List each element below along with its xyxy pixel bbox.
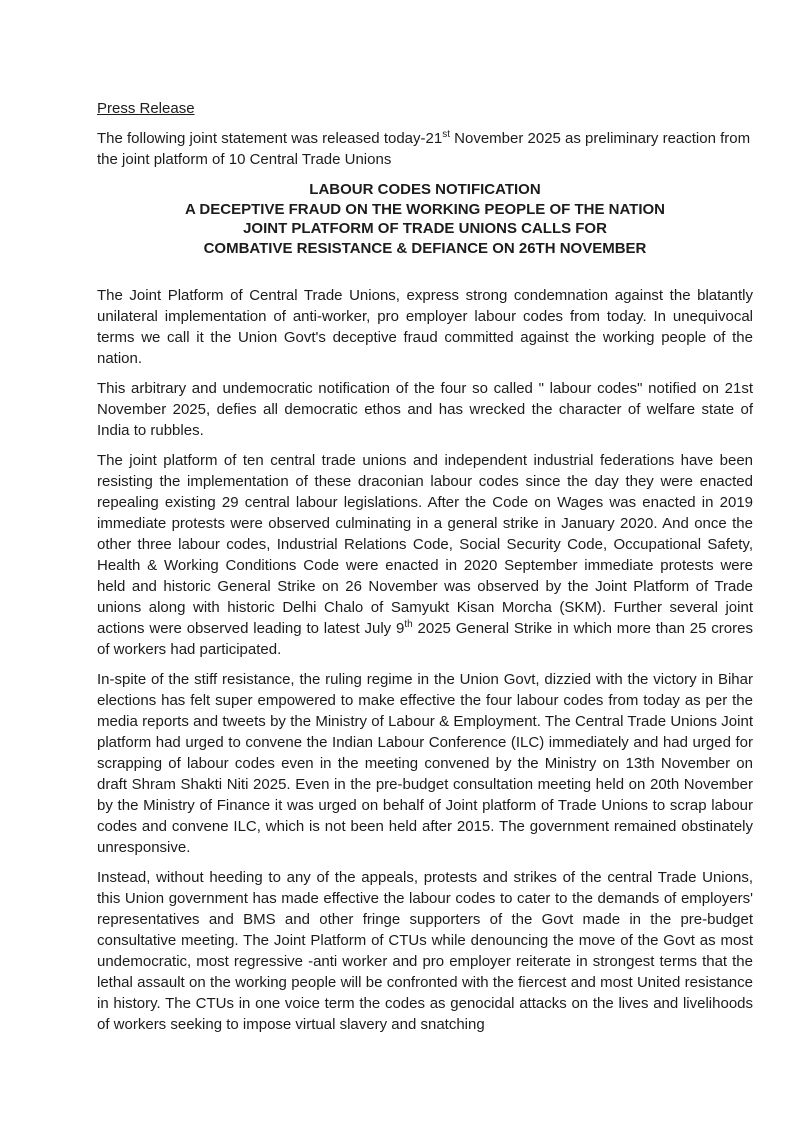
document-content — [97, 98, 753, 1044]
intro-paragraph: The following joint statement was released today-21st November 2025 as preliminary reaction from the joint platform of 10 Central Trade Unions — [97, 129, 751, 168]
paragraph-5: Instead, without heeding to any of the appeals, protests and strikes of the central Trade Unions, this Union government has made effective the labour codes to cater to the demands of employers' representatives and BMS and other fringe supporters of the Govt made in the pre-budget consultative meeting. The Joint Platform of CTUs while denouncing the move of the Govt as most undemocratic, most regressive -anti worker and pro employer reiterate in strongest terms that the lethal assault on the working people will be confronted with the fiercest and most United resistance in history. The CTUs in one voice term the codes as genocidal attacks on the lives and livelihoods of workers seeking to impose virtual slavery and snatching — [97, 869, 753, 1033]
title-line-1: LABOUR CODES NOTIFICATION — [309, 181, 541, 198]
title-line-2: A DECEPTIVE FRAUD ON THE WORKING PEOPLE OF THE NATION — [184, 200, 665, 218]
press-release-heading: Press Release — [97, 100, 195, 117]
paragraph-2: This arbitrary and undemocratic notification of the four so called " labour codes" notified on 21st November 2025, defies all democratic ethos and has wrecked the character of welfare state of India to rubbles. — [97, 380, 753, 439]
document-title — [97, 180, 753, 258]
paragraph-1: The Joint Platform of Central Trade Unions, express strong condemnation against the blatantly unilateral implementation of anti-worker, pro employer labour codes from today. In unequivocal terms we call it the Union Govt's deceptive fraud committed against the working people of the nation. — [97, 287, 753, 367]
title-line-3: JOINT PLATFORM OF TRADE UNIONS CALLS FOR — [243, 220, 607, 237]
paragraph-3: The joint platform of ten central trade unions and independent industrial federations have been resisting the implementation of these draconian labour codes since the day they were enacted repealing existing 29 central labour legislations. After the Code on Wages was enacted in 2019 immediate protests were observed culminating in a general strike in January 2020. And once the other three labour codes, Industrial Relations Code, Social Security Code, Occupational Safety, Health & Working Conditions Code were enacted in 2020 September immediate protests were held and historic General Strike on 26 November was observed by the Joint Platform of Trade unions along with historic Delhi Chalo of Samyukt Kisan Morcha (SKM). Further several joint actions were observed leading to latest July 9th 2025 General Strike in which more than 25 crores of workers had participated. — [97, 452, 753, 658]
paragraph-4: In-spite of the stiff resistance, the ruling regime in the Union Govt, dizzied with the victory in Bihar elections has felt super empowered to make effective the four labour codes from today as per the media reports and tweets by the Ministry of Labour & Employment. The Central Trade Unions Joint platform had urged to convene the Indian Labour Conference (ILC) immediately and had urged for scrapping of labour codes even in the meeting convened by the Ministry on 13th November on draft Shram Shakti Niti 2025. Even in the pre-budget consultation meeting held on 20th November by the Ministry of Finance it was urged on behalf of Joint platform of Trade Unions to scrap labour codes and convene ILC, which is not been held after 2015. The government remained obstinately unresponsive. — [97, 671, 753, 856]
title-line-4: COMBATIVE RESISTANCE & DEFIANCE ON 26TH NOVEMBER — [203, 239, 647, 257]
